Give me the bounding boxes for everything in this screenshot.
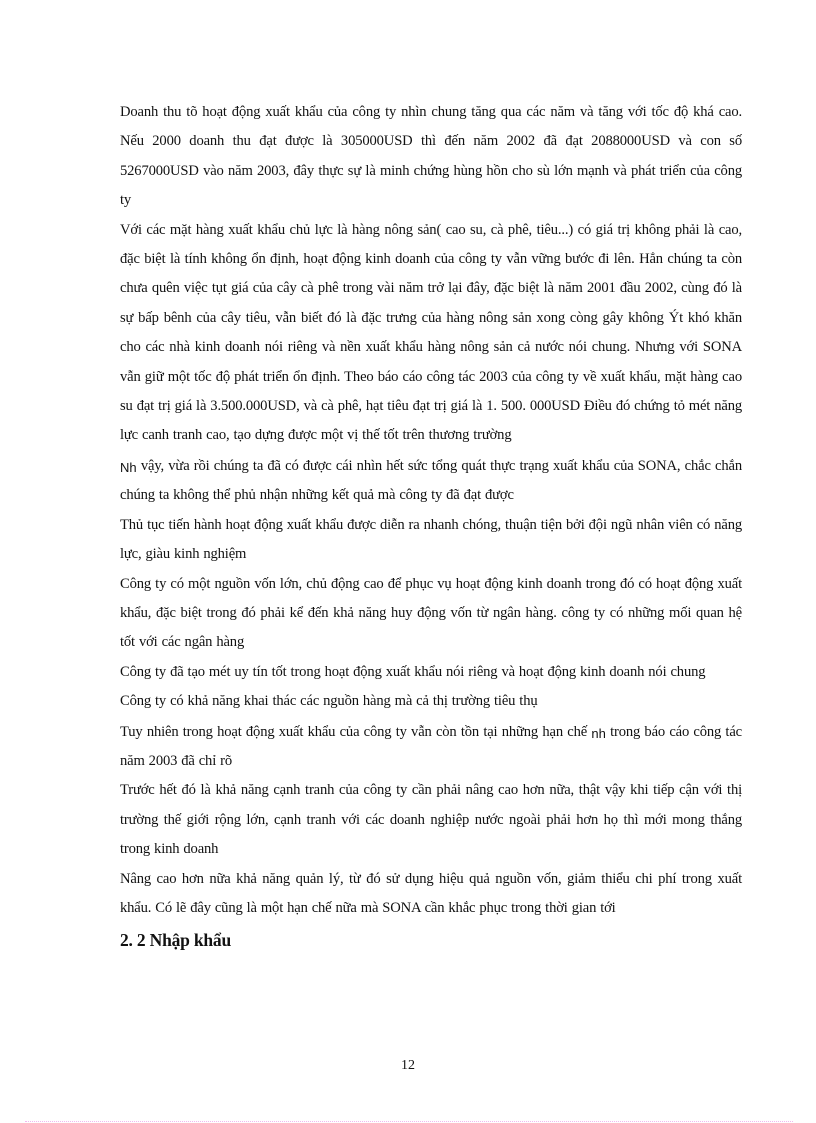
paragraph-reputation: Công ty đã tạo mét uy tín tốt trong hoạt động xuất khẩu nói riêng và hoạt động kinh doanh nói chung <box>120 663 706 680</box>
paragraph-agricultural-exports: Với các mặt hàng xuất khẩu chủ lực là hàng nông sản( cao su, cà phê, tiêu...) có giá trị không phải là cao, đặc biệt là tính không ổn định, hoạt động kinh doanh của công ty vẫn vững bước đi lên. Hẳn chúng ta còn chưa quên việc tụt giá của cây cà phê trong vài năm trở lại đây, đặc biệt là năm 2001 đầu 2002, cùng đó là sự bấp bênh của cây tiêu, vẫn biết đó là đặc trưng của hàng nông sản xong còng gây không Ýt khó khăn cho các nhà kinh doanh nói riêng và nền xuất khẩu hàng nông sản cả nước nói chung. Nhưng với SONA vẫn giữ một tốc độ phát triển ổn định. Theo báo cáo công tác 2003 của công ty về xuất khẩu, mặt hàng cao su đạt trị giá là 3.500.000USD, và cà phê, hạt tiêu đạt trị giá là 1. 500. 000USD Điều đó chứng tỏ mét năng lực canh tranh cao, tạo dựng được một vị thế tốt trên thương trường <box>120 221 742 444</box>
paragraph-export-revenue: Doanh thu tõ hoạt động xuất khẩu của công ty nhìn chung tăng qua các năm và tăng với tốc độ khá cao. Nếu 2000 doanh thu đạt được là 305000USD thì đến năm 2002 đã đạt 2088000USD và con số 5267000USD vào năm 2003, đây thực sự là minh chứng hùng hồn cho sù lớn mạnh và phát triển của công ty <box>120 104 742 209</box>
paragraph-capital: Công ty có một nguồn vốn lớn, chủ động cao để phục vụ hoạt động kinh doanh trong đó có hoạt động xuất khẩu, đặc biệt trong đó phải kể đến khả năng huy động vốn từ ngân hàng. công ty có những mối quan hệ tốt với các ngân hàng <box>120 575 742 651</box>
paragraph-sourcing: Công ty có khả năng khai thác các nguồn hàng mà cả thị trường tiêu thụ <box>120 693 538 710</box>
paragraph-competitiveness: Trước hết đó là khả năng cạnh tranh của công ty cần phải nâng cao hơn nữa, thật vậy khi tiếp cận với thị trường thế giới rộng lớn, cạnh tranh với các doanh nghiệp nước ngoài phải hơn họ thì mới mong thắng trong kinh doanh <box>120 782 742 858</box>
page-number: 12 <box>401 1058 415 1073</box>
section-heading: 2. 2 Nhập khẩu <box>120 930 232 951</box>
substituted-glyph: nh <box>591 725 606 741</box>
paragraph-text-before: Tuy nhiên trong hoạt động xuất khẩu của công ty vẫn còn tồn tại những hạn chế <box>120 723 592 740</box>
paragraph-text: vậy, vừa rồi chúng ta đã có được cái nhìn hết sức tổng quát thực trạng xuất khẩu của SONA, chắc chắn chúng ta không thể phủ nhận những kết quả mà công ty đã đạt được <box>120 457 742 504</box>
paragraph-text-after: trong báo cáo công tác năm 2003 đã chỉ rõ <box>120 723 742 769</box>
paragraph-limitations <box>120 717 742 777</box>
body-text <box>120 98 742 955</box>
paragraph-management: Nâng cao hơn nữa khả năng quản lý, từ đó sử dụng hiệu quả nguồn vốn, giảm thiểu chi phí trong xuất khẩu. Có lẽ đây cũng là một hạn chế nữa mà SONA cần khắc phục trong thời gian tới <box>120 870 742 916</box>
paragraph-overview-summary <box>120 451 742 511</box>
paragraph-procedures: Thủ tục tiến hành hoạt động xuất khẩu được diễn ra nhanh chóng, thuận tiện bởi đội ngũ nhân viên có năng lực, giàu kinh nghiệm <box>120 516 742 563</box>
page-break-divider <box>25 1121 793 1122</box>
substituted-glyph: Nh <box>120 459 137 475</box>
